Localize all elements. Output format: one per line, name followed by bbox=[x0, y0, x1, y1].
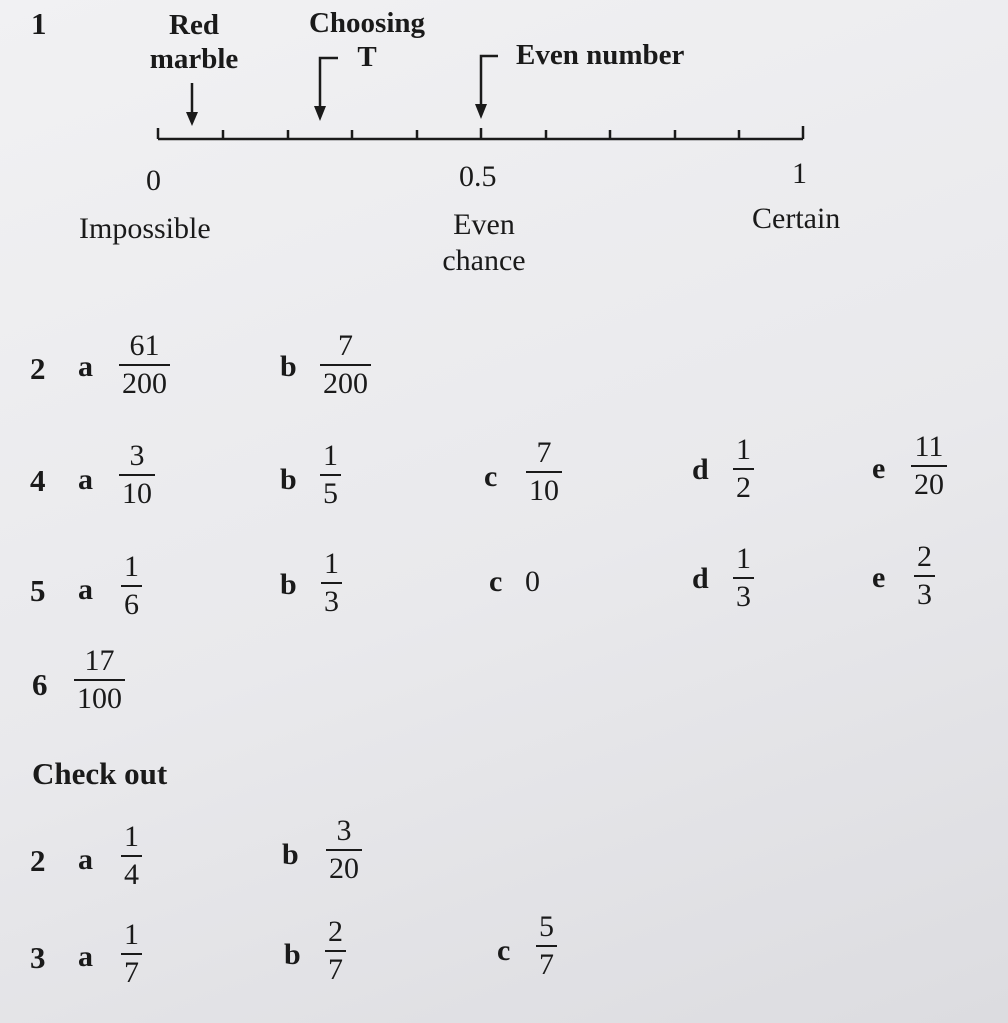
answer-4d-fraction bbox=[733, 434, 754, 503]
part-label-4b: b bbox=[280, 463, 297, 496]
part-label-co3b: b bbox=[284, 938, 301, 971]
numerator: 7 bbox=[338, 329, 353, 362]
answer-co3c-fraction bbox=[536, 911, 557, 980]
question-number-5: 5 bbox=[30, 573, 46, 608]
numerator: 1 bbox=[736, 433, 751, 466]
numerator: 1 bbox=[324, 547, 339, 580]
numerator: 2 bbox=[328, 915, 343, 948]
part-label-co2a: a bbox=[78, 843, 93, 876]
check-out-heading: Check out bbox=[32, 756, 168, 791]
part-label-2b: b bbox=[280, 350, 297, 383]
denominator: 3 bbox=[736, 580, 751, 613]
denominator: 200 bbox=[323, 367, 368, 400]
answer-6-fraction bbox=[74, 645, 125, 714]
part-label-5c: c bbox=[489, 565, 503, 598]
denominator: 4 bbox=[124, 858, 139, 891]
part-label-2a: a bbox=[78, 350, 93, 383]
answer-5c-value: 0 bbox=[525, 565, 540, 598]
answer-5e-fraction bbox=[914, 541, 935, 610]
part-label-4d: d bbox=[692, 453, 709, 486]
part-label-co3a: a bbox=[78, 940, 93, 973]
part-label-5e: e bbox=[872, 561, 886, 594]
numerator: 1 bbox=[124, 820, 139, 853]
numerator: 5 bbox=[539, 910, 554, 943]
numerator: 1 bbox=[124, 550, 139, 583]
denominator: 7 bbox=[124, 956, 139, 989]
descriptor-even-chance: Even chance bbox=[442, 208, 526, 277]
descriptor-impossible: Impossible bbox=[79, 212, 211, 245]
part-label-4e: e bbox=[872, 452, 886, 485]
arrow-even-number bbox=[481, 56, 498, 106]
denominator: 5 bbox=[323, 477, 338, 510]
question-number-2: 2 bbox=[30, 351, 46, 386]
check-out-question-number-3: 3 bbox=[30, 940, 46, 975]
denominator: 200 bbox=[122, 367, 167, 400]
numerator: 2 bbox=[917, 540, 932, 573]
numerator: 3 bbox=[336, 814, 352, 847]
scale-label-one: 1 bbox=[792, 157, 807, 190]
denominator: 3 bbox=[324, 585, 339, 618]
part-label-5b: b bbox=[280, 568, 297, 601]
marker-label-even-number: Even number bbox=[516, 39, 685, 71]
answer-5a-fraction bbox=[121, 551, 142, 620]
numerator: 1 bbox=[323, 439, 338, 472]
numerator: 61 bbox=[129, 329, 160, 362]
answer-2b-fraction bbox=[320, 330, 371, 399]
denominator: 7 bbox=[539, 948, 554, 981]
check-out-question-number-2: 2 bbox=[30, 843, 46, 878]
question-number-4: 4 bbox=[30, 463, 46, 498]
denominator: 20 bbox=[914, 468, 944, 501]
answer-4e-fraction bbox=[911, 431, 947, 500]
numerator: 7 bbox=[536, 436, 552, 469]
arrow-choosing-t bbox=[320, 58, 338, 108]
denominator: 10 bbox=[529, 474, 559, 507]
numerator: 1 bbox=[736, 542, 751, 575]
descriptor-certain: Certain bbox=[752, 202, 841, 235]
part-label-5d: d bbox=[692, 562, 709, 595]
scale-label-half: 0.5 bbox=[459, 160, 497, 193]
answer-co2b-fraction bbox=[326, 815, 362, 884]
part-label-5a: a bbox=[78, 573, 93, 606]
denominator: 20 bbox=[329, 852, 359, 885]
marker-label-choosing-t: Choosing T bbox=[308, 7, 426, 73]
denominator: 2 bbox=[736, 471, 751, 504]
scale-label-zero: 0 bbox=[146, 164, 161, 197]
part-label-4c: c bbox=[484, 460, 498, 493]
question-number-1: 1 bbox=[31, 6, 47, 41]
answer-4a-fraction bbox=[119, 440, 155, 509]
answer-co2a-fraction bbox=[121, 821, 142, 890]
marker-label-red-marble: Red marble bbox=[149, 9, 239, 75]
part-label-co3c: c bbox=[497, 934, 511, 967]
denominator: 3 bbox=[917, 578, 932, 611]
part-label-4a: a bbox=[78, 463, 93, 496]
part-label-co2b: b bbox=[282, 838, 299, 871]
answer-2a-fraction bbox=[119, 330, 170, 399]
denominator: 7 bbox=[328, 953, 343, 986]
answer-4b-fraction bbox=[320, 440, 341, 509]
answer-co3b-fraction bbox=[325, 916, 346, 985]
question-number-6: 6 bbox=[32, 667, 48, 702]
numerator: 11 bbox=[914, 430, 944, 463]
numerator: 1 bbox=[124, 918, 139, 951]
denominator: 10 bbox=[122, 477, 152, 510]
answer-5d-fraction bbox=[733, 543, 754, 612]
answer-4c-fraction bbox=[526, 437, 562, 506]
answer-5b-fraction bbox=[321, 548, 342, 617]
numerator: 3 bbox=[129, 439, 145, 472]
denominator: 6 bbox=[124, 588, 139, 621]
answer-co3a-fraction bbox=[121, 919, 142, 988]
denominator: 100 bbox=[77, 682, 122, 715]
numerator: 17 bbox=[84, 644, 115, 677]
